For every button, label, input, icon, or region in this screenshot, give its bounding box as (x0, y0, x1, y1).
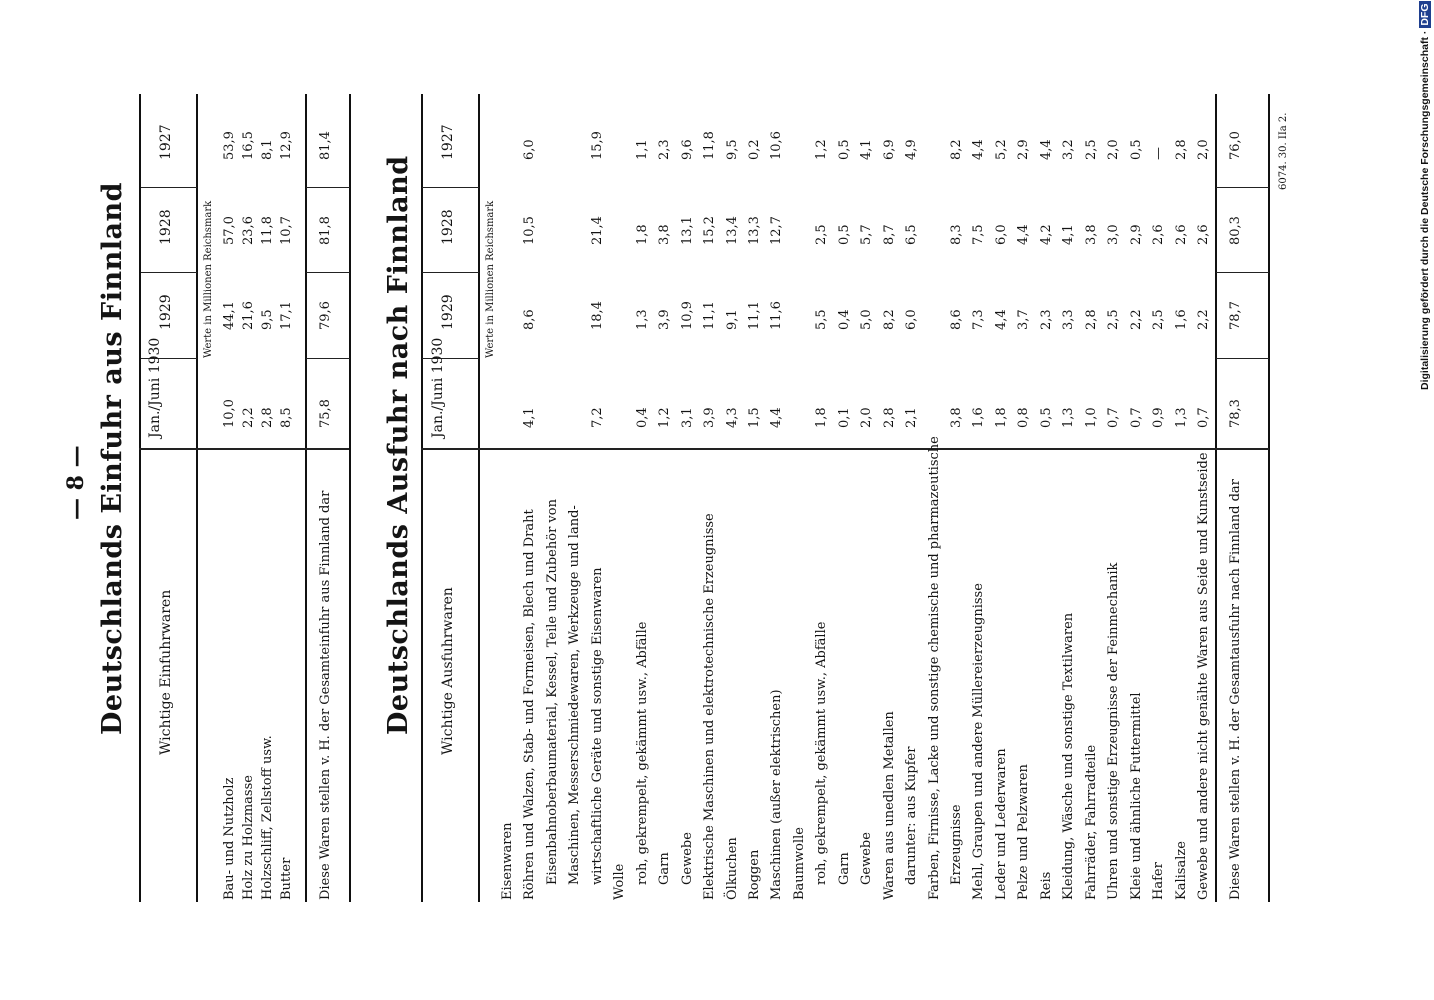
export-cell: 9,1 (725, 309, 740, 330)
export-row-label: roh, gekrempelt, gekämmt usw., Abfälle (814, 621, 829, 885)
export-cell: 7,5 (971, 224, 986, 245)
export-cell: 2,3 (657, 139, 672, 160)
export-cell: 2,5 (1084, 139, 1099, 160)
export-header-rule (478, 94, 480, 902)
export-col-sep-1 (421, 448, 1269, 450)
export-table-title: Deutschlands Ausfuhr nach Finnland (383, 155, 414, 735)
import-col-sep-4 (141, 187, 197, 188)
export-cell: 3,8 (657, 224, 672, 245)
import-row-label: Holz zu Holzmasse (241, 775, 256, 900)
export-cell: 1,2 (657, 407, 672, 428)
export-row-label: Gewebe (680, 832, 695, 885)
export-cell: 8,7 (882, 224, 897, 245)
export-cell: 8,6 (522, 309, 537, 330)
export-cell: 1,3 (1061, 407, 1076, 428)
export-cell: 0,2 (747, 139, 762, 160)
export-row-label: Leder und Lederwaren (994, 748, 1009, 900)
digitization-credit: Digitalisierung gefördert durch die Deutsche Forschungsgemeinschaft · DFG (1419, 3, 1431, 390)
export-cell: 2,0 (1196, 139, 1211, 160)
export-header-1929: 1929 (440, 294, 456, 330)
export-cell: 3,8 (949, 407, 964, 428)
import-cell: 9,5 (260, 309, 275, 330)
export-row-label: Erzeugnisse (949, 804, 964, 885)
export-row-label: wirtschaftliche Geräte und sonstige Eisenwaren (590, 567, 605, 885)
export-cell: 5,7 (859, 224, 874, 245)
export-row-label: Hafer (1151, 862, 1166, 900)
export-row-label: Reis (1039, 871, 1054, 900)
export-cell: 0,7 (1129, 407, 1144, 428)
export-cell: 0,4 (635, 407, 650, 428)
import-total-rule (305, 94, 307, 902)
export-cell: 0,7 (1196, 407, 1211, 428)
export-cell: 8,2 (949, 139, 964, 160)
export-cell: 9,6 (680, 139, 695, 160)
export-row-label: Waren aus unedlen Metallen (882, 711, 897, 900)
export-cell: 10,6 (769, 131, 784, 160)
export-row-label: Uhren und sonstige Erzeugnisse der Feinmechanik (1106, 562, 1121, 900)
import-cell: 16,5 (241, 131, 256, 160)
export-cell: 2,6 (1174, 224, 1189, 245)
import-cell: 10,0 (222, 399, 237, 428)
export-cell: 4,4 (971, 139, 986, 160)
import-cell: 21,6 (241, 301, 256, 330)
export-cell: 7,2 (590, 407, 605, 428)
export-cell: 8,3 (949, 224, 964, 245)
import-cell: 57,0 (222, 216, 237, 245)
export-row-label: Wolle (612, 863, 627, 900)
export-header-1930: Jan./Juni 1930 (430, 337, 446, 438)
export-header-goods: Wichtige Ausfuhrwaren (440, 587, 456, 755)
export-total-cell: 76,0 (1228, 131, 1243, 160)
export-row-label: Pelze und Pelzwaren (1016, 764, 1031, 900)
export-cell: 2,5 (1106, 309, 1121, 330)
export-total-cell: 80,3 (1228, 216, 1243, 245)
export-cell: 4,4 (769, 407, 784, 428)
import-table-title: Deutschlands Einfuhr aus Finnland (97, 182, 128, 735)
export-cell: 1,8 (814, 407, 829, 428)
export-cell: 2,6 (1151, 224, 1166, 245)
export-cell: 2,8 (882, 407, 897, 428)
export-cell: 2,6 (1196, 224, 1211, 245)
import-cell: 44,1 (222, 301, 237, 330)
import-cell: 53,9 (222, 131, 237, 160)
export-cell: 15,9 (590, 131, 605, 160)
export-cell: 2,5 (814, 224, 829, 245)
export-row-label: Gewebe (859, 832, 874, 885)
export-cell: 1,6 (971, 407, 986, 428)
export-cell: 3,1 (680, 407, 695, 428)
export-cell: 0,5 (837, 224, 852, 245)
import-header-rule (196, 94, 198, 902)
export-row-label: Ölkuchen (725, 837, 740, 900)
export-row-label: Fahrräder, Fahrradteile (1084, 744, 1099, 900)
export-total-rule (1215, 94, 1217, 902)
import-total-label: Diese Waren stellen v. H. der Gesamteinfuhr aus Finnland dar (318, 490, 333, 900)
export-cell: 1,3 (1174, 407, 1189, 428)
export-cell: 0,1 (837, 407, 852, 428)
export-cell: 18,4 (590, 301, 605, 330)
export-cell: 3,9 (702, 407, 717, 428)
export-cell: 3,7 (1016, 309, 1031, 330)
export-cell: 4,2 (1039, 224, 1054, 245)
import-cell: 11,8 (260, 216, 275, 245)
export-row-label: Maschinen (außer elektrischen) (769, 689, 784, 900)
export-cell: 4,4 (1016, 224, 1031, 245)
credit-text: Digitalisierung gefördert durch die Deutsche Forschungsgemeinschaft (1419, 37, 1431, 390)
import-header-1928: 1928 (158, 209, 174, 245)
export-cell: 4,1 (859, 139, 874, 160)
import-header-1929: 1929 (158, 294, 174, 330)
export-cell: 21,4 (590, 216, 605, 245)
import-total-cell: 79,6 (318, 301, 333, 330)
import-unit-note: Werte in Millionen Reichsmark (203, 200, 214, 358)
export-cell: 13,4 (725, 216, 740, 245)
export-row-label: Elektrische Maschinen und elektrotechnische Erzeugnisse (702, 513, 717, 900)
import-row-label: Bau- und Nutzholz (222, 777, 237, 900)
export-row-label: Kalisalze (1174, 841, 1189, 900)
export-cell: 3,8 (1084, 224, 1099, 245)
import-cell: 2,2 (241, 407, 256, 428)
export-cell: 1,3 (635, 309, 650, 330)
export-cell: 11,6 (769, 301, 784, 330)
export-cell: 1,6 (1174, 309, 1189, 330)
export-cell: 2,0 (859, 407, 874, 428)
dfg-logo: DFG (1419, 3, 1431, 26)
export-cell: 5,5 (814, 309, 829, 330)
export-cell: 13,3 (747, 216, 762, 245)
page-number: — 8 — (63, 445, 89, 520)
export-cell: 4,4 (994, 309, 1009, 330)
export-cell: 15,2 (702, 216, 717, 245)
export-cell: 11,1 (702, 301, 717, 330)
export-cell: 6,0 (904, 309, 919, 330)
import-row-label: Butter (279, 857, 294, 900)
export-cell: 13,1 (680, 216, 695, 245)
export-cell: 3,0 (1106, 224, 1121, 245)
export-row-label: Gewebe und andere nicht genähte Waren aus Seide und Kunstseide (1196, 452, 1211, 900)
export-cell: 1,0 (1084, 407, 1099, 428)
import-total-cell: 81,4 (318, 131, 333, 160)
export-cell: 12,7 (769, 216, 784, 245)
export-cell: — (1151, 147, 1166, 160)
export-row-label: Röhren und Walzen, Stab- und Formeisen, Blech und Draht (522, 509, 537, 900)
export-cell: 1,1 (635, 139, 650, 160)
export-cell: 0,4 (837, 309, 852, 330)
export-cell: 6,9 (882, 139, 897, 160)
export-cell: 2,2 (1129, 309, 1144, 330)
export-row-label: Farben, Firnisse, Lacke und sonstige chemische und pharmazeutische (927, 436, 942, 900)
export-cell: 8,6 (949, 309, 964, 330)
export-cell: 4,3 (725, 407, 740, 428)
export-row-label: Baumwolle (792, 827, 807, 900)
export-cell: 8,2 (882, 309, 897, 330)
export-cell: 2,8 (1174, 139, 1189, 160)
export-cell: 11,8 (702, 131, 717, 160)
import-row-label: Holzschliff, Zellstoff usw. (260, 735, 275, 900)
export-cell: 5,0 (859, 309, 874, 330)
export-cell: 7,3 (971, 309, 986, 330)
export-header-1928: 1928 (440, 209, 456, 245)
export-cell: 0,5 (1039, 407, 1054, 428)
export-row-label: Roggen (747, 849, 762, 900)
export-row-label: Mehl, Graupen und andere Müllereierzeugnisse (971, 583, 986, 900)
export-cell: 1,2 (814, 139, 829, 160)
export-row-label: darunter: aus Kupfer (904, 746, 919, 885)
import-cell: 17,1 (279, 301, 294, 330)
import-total-cell: 75,8 (318, 399, 333, 428)
export-cell: 3,2 (1061, 139, 1076, 160)
import-col-sep-3 (141, 272, 197, 273)
export-cell: 11,1 (747, 301, 762, 330)
export-cell: 3,9 (657, 309, 672, 330)
export-cell: 0,5 (1129, 139, 1144, 160)
import-cell: 10,7 (279, 216, 294, 245)
export-cell: 0,7 (1106, 407, 1121, 428)
export-total-label: Diese Waren stellen v. H. der Gesamtausfuhr nach Finnland dar (1228, 479, 1243, 900)
export-cell: 1,8 (994, 407, 1009, 428)
import-bottom-rule (349, 94, 351, 902)
export-cell: 10,9 (680, 301, 695, 330)
export-row-label: Garn (837, 852, 852, 885)
import-cell: 12,9 (279, 131, 294, 160)
export-row-label: Kleidung, Wäsche und sonstige Textilwaren (1061, 612, 1076, 900)
export-cell: 1,8 (635, 224, 650, 245)
export-cell: 1,5 (747, 407, 762, 428)
export-cell: 6,0 (994, 224, 1009, 245)
import-header-1930: Jan./Juni 1930 (147, 337, 163, 438)
export-top-rule (421, 94, 423, 902)
export-cell: 6,0 (522, 139, 537, 160)
export-cell: 2,1 (904, 407, 919, 428)
export-header-1927: 1927 (440, 124, 456, 160)
import-total-cell: 81,8 (318, 216, 333, 245)
export-unit-note: Werte in Millionen Reichsmark (485, 200, 496, 358)
import-cell: 2,8 (260, 407, 275, 428)
export-bottom-rule (1268, 94, 1270, 902)
export-cell: 5,2 (994, 139, 1009, 160)
export-cell: 0,8 (1016, 407, 1031, 428)
export-cell: 9,5 (725, 139, 740, 160)
export-total-cell: 78,7 (1228, 301, 1243, 330)
export-cell: 4,1 (1061, 224, 1076, 245)
export-cell: 6,5 (904, 224, 919, 245)
export-cell: 0,9 (1151, 407, 1166, 428)
export-cell: 2,8 (1084, 309, 1099, 330)
import-header-1927: 1927 (158, 124, 174, 160)
export-cell: 4,9 (904, 139, 919, 160)
export-cell: 2,9 (1016, 139, 1031, 160)
export-cell: 10,5 (522, 216, 537, 245)
import-cell: 23,6 (241, 216, 256, 245)
export-cell: 4,1 (522, 407, 537, 428)
export-cell: 2,9 (1129, 224, 1144, 245)
export-row-label: Maschinen, Messerschmiedewaren, Werkzeuge und land- (567, 505, 582, 885)
export-cell: 4,4 (1039, 139, 1054, 160)
export-row-label: Eisenbahnoberbaumaterial, Kessel, Teile und Zubehör von (545, 499, 560, 885)
export-row-label: Kleie und ähnliche Futtermittel (1129, 692, 1144, 900)
export-cell: 2,3 (1039, 309, 1054, 330)
export-cell: 2,0 (1106, 139, 1121, 160)
export-cell: 2,2 (1196, 309, 1211, 330)
export-row-label: roh, gekrempelt, gekämmt usw., Abfälle (635, 621, 650, 885)
import-header-goods: Wichtige Einfuhrwaren (158, 589, 174, 755)
export-total-cell: 78,3 (1228, 399, 1243, 428)
import-top-rule (139, 94, 141, 902)
export-cell: 3,3 (1061, 309, 1076, 330)
export-row-label: Eisenwaren (500, 822, 515, 900)
export-cell: 2,5 (1151, 309, 1166, 330)
import-cell: 8,5 (279, 407, 294, 428)
import-cell: 8,1 (260, 139, 275, 160)
printer-mark: 6074. 30. IIa 2. (1278, 112, 1289, 190)
export-row-label: Garn (657, 852, 672, 885)
export-cell: 0,5 (837, 139, 852, 160)
import-col-sep-1 (139, 448, 349, 450)
